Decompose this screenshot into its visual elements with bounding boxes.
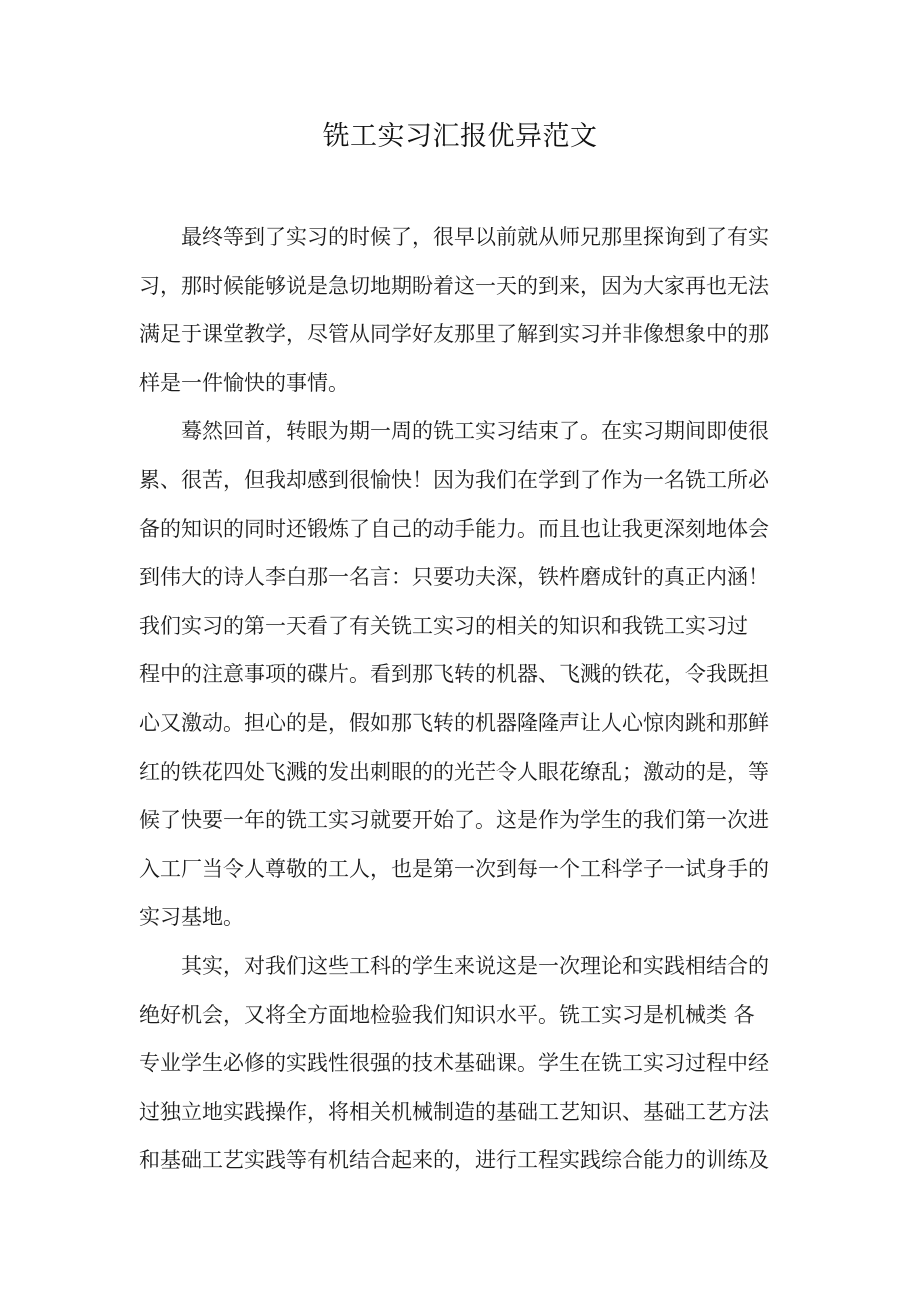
text-line: 实习基地。 [139,905,244,930]
text-line: 到伟大的诗人李白那一名言：只要功夫深，铁杵磨成针的真正内涵！ [139,565,769,590]
text-line: 满足于课堂教学，尽管从同学好友那里了解到实习并非像想象中的那 [139,322,769,347]
text-line: 累、很苦，但我却感到很愉快！因为我们在学到了作为一名铣工所必 [139,467,769,492]
text-line: 入工厂当令人尊敬的工人，也是第一次到每一个工科学子一试身手的 [139,856,769,881]
text-line: 候了快要一年的铣工实习就要开始了。这是作为学生的我们第一次进 [139,808,769,833]
text-line: 专业学生必修的实践性很强的技术基础课。学生在铣工实习过程中经 [139,1051,769,1076]
text-line: 程中的注意事项的碟片。看到那飞转的机器、飞溅的铁花，令我既担 [139,662,769,687]
text-line: 绝好机会，又将全方面地检验我们知识水平。铣工实习是机械类 各 [139,1002,755,1027]
text-line: 心又激动。担心的是，假如那飞转的机器隆隆声让人心惊肉跳和那鲜 [139,710,769,735]
text-line: 其实，对我们这些工科的学生来说这是一次理论和实践相结合的 [181,953,769,978]
text-line: 我们实习的第一天看了有关铣工实习的相关的知识和我铣工实习过 [139,613,748,638]
text-line: 样是一件愉快的事情。 [139,370,349,395]
paragraph-1 [139,213,782,407]
text-line: 习，那时候能够说是急切地期盼着这一天的到来，因为大家再也无法 [139,273,769,298]
document-body [139,213,782,1185]
text-line: 和基础工艺实践等有机结合起来的，进行工程实践综合能力的训练及 [139,1148,769,1173]
paragraph-2 [139,407,782,942]
paragraph-3 [139,942,782,1185]
text-line: 过独立地实践操作，将相关机械制造的基础工艺知识、基础工艺方法 [139,1099,769,1124]
text-line: 红的铁花四处飞溅的发出刺眼的的光芒令人眼花缭乱；激动的是，等 [139,759,769,784]
text-line: 备的知识的同时还锻炼了自己的动手能力。而且也让我更深刻地体会 [139,516,769,541]
text-line: 蓦然回首，转眼为期一周的铣工实习结束了。在实习期间即使很 [181,419,769,444]
text-line: 最终等到了实习的时候了，很早以前就从师兄那里探询到了有实 [181,225,769,249]
document-title: 铣工实习汇报优异范文 [322,121,598,152]
